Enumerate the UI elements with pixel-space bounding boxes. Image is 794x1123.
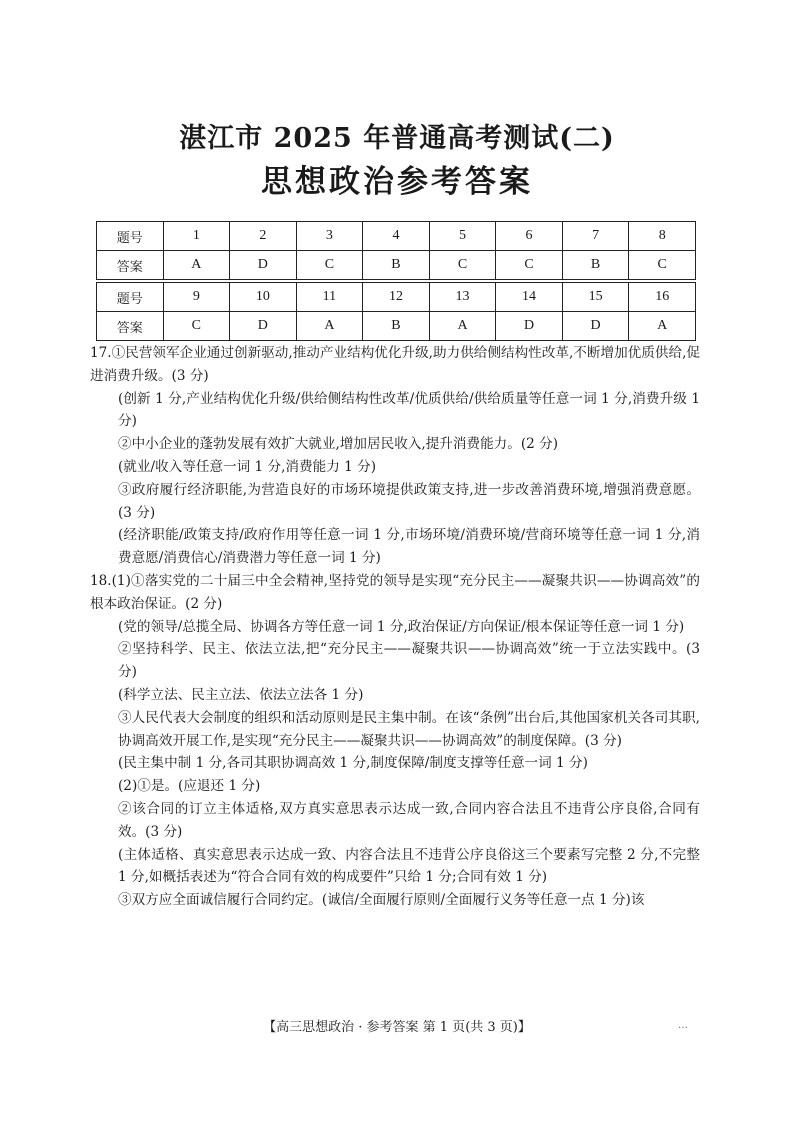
answer-cell: C xyxy=(629,251,696,280)
q18-1-point-1: 18.(1)①落实党的二十届三中全会精神,坚持党的领导是实现“充分民主——凝聚共识——协调高效”的根本政治保证。(2 分) xyxy=(90,572,700,612)
question-number: 2 xyxy=(230,222,297,251)
q18-1-point-3: ③人民代表大会制度的组织和活动原则是民主集中制。在该“条例”出台后,其他国家机关各司其职,协调高效开展工作,是实现“充分民主——凝聚共识——协调高效”的制度保障。(3 分) xyxy=(118,709,700,749)
question-number: 3 xyxy=(296,222,363,251)
answer-cell: D xyxy=(230,312,297,341)
question-number: 8 xyxy=(629,222,696,251)
answer-cell: A xyxy=(296,312,363,341)
question-number: 12 xyxy=(363,283,430,312)
row-label-question: 题号 xyxy=(97,222,164,251)
q18-1-point-1-scoring: (党的领导/总揽全局、协调各方等任意一词 1 分,政治保证/方向保证/根本保证等任意一词 1 分) xyxy=(118,618,685,635)
q18-1-point-3-scoring: (民主集中制 1 分,各司其职协调高效 1 分,制度保障/制度支撑等任意一词 1 分) xyxy=(118,755,588,772)
answer-cell: A xyxy=(629,312,696,341)
answer-cell: C xyxy=(429,251,496,280)
answer-cell: D xyxy=(230,251,297,280)
answer-cell: B xyxy=(363,312,430,341)
corner-mark: … xyxy=(678,1020,688,1031)
q18-2-point-1: (2)①是。(应退还 1 分) xyxy=(118,778,261,795)
q17-point-1: 17.①民营领军企业通过创新驱动,推动产业结构优化升级,助力供给侧结构性改革,不断增加优质供给,促进消费升级。(3 分) xyxy=(90,345,700,384)
table-row-questions-1 xyxy=(97,222,696,251)
q17-point-3: ③政府履行经济职能,为营造良好的市场环境提供政策支持,进一步改善消费环境,增强消费意愿。(3 分) xyxy=(118,481,700,521)
answer-cell: D xyxy=(496,312,563,341)
answer-table xyxy=(96,221,696,341)
question-number: 14 xyxy=(496,283,563,312)
question-number: 10 xyxy=(230,283,297,312)
table-row-questions-2 xyxy=(97,283,696,312)
answer-cell: C xyxy=(496,251,563,280)
question-number: 13 xyxy=(429,283,496,312)
question-number: 6 xyxy=(496,222,563,251)
q18-1-point-2: ②坚持科学、民主、依法立法,把“充分民主——凝聚共识——协调高效”统一于立法实践中。(3 分) xyxy=(118,641,700,681)
q18-2-point-2-scoring: (主体适格、真实意思表示达成一致、内容合法且不违背公序良俗这三个要素写完整 2 分,不完整 1 分,如概括表述为“符合合同有效的构成要件”只给 1 分;合同有效 1 分) xyxy=(118,846,700,886)
question-number: 5 xyxy=(429,222,496,251)
question-number: 15 xyxy=(562,283,629,312)
question-number: 11 xyxy=(296,283,363,312)
answer-cell: A xyxy=(163,251,230,280)
q18-2-point-3: ③双方应全面诚信履行合同约定。(诚信/全面履行原则/全面履行义务等任意一点 1 分)该 xyxy=(118,892,645,909)
question-number: 4 xyxy=(363,222,430,251)
q17-point-2-scoring: (就业/收入等任意一词 1 分,消费能力 1 分) xyxy=(118,458,376,475)
answer-cell: B xyxy=(562,251,629,280)
title-line-2: 思想政治参考答案 xyxy=(261,164,533,200)
q17-point-3-scoring: (经济职能/政策支持/政府作用等任意一词 1 分,市场环境/消费环境/营商环境等任意一词 1 分,消费意愿/消费信心/消费潜力等任意一词 1 分) xyxy=(118,527,700,567)
answer-cell: C xyxy=(296,251,363,280)
question-number: 7 xyxy=(562,222,629,251)
q17-point-2: ②中小企业的蓬勃发展有效扩大就业,增加居民收入,提升消费能力。(2 分) xyxy=(118,436,559,453)
answer-cell: A xyxy=(429,312,496,341)
question-number: 1 xyxy=(163,222,230,251)
title-line-1: 湛江市 2025 年普通高考测试(二) xyxy=(179,123,615,154)
answer-body xyxy=(90,342,700,912)
page-footer: 【高三思想政治 · 参考答案 第 1 页(共 3 页)】 xyxy=(263,1020,531,1035)
question-number: 16 xyxy=(629,283,696,312)
q18-1-point-2-scoring: (科学立法、民主立法、依法立法各 1 分) xyxy=(118,686,364,703)
question-number: 9 xyxy=(163,283,230,312)
answer-cell: C xyxy=(163,312,230,341)
row-label-answer: 答案 xyxy=(97,251,164,280)
q18-2-point-2: ②该合同的订立主体适格,双方真实意思表示达成一致,合同内容合法且不违背公序良俗,合同有效。(3 分) xyxy=(118,800,700,840)
row-label-answer: 答案 xyxy=(97,312,164,341)
table-row-answers-2 xyxy=(97,312,696,341)
q17-point-1-scoring: (创新 1 分,产业结构优化升级/供给侧结构性改革/优质供给/供给质量等任意一词 1 分,消费升级 1 分) xyxy=(118,390,700,430)
row-label-question: 题号 xyxy=(97,283,164,312)
table-row-answers-1 xyxy=(97,251,696,280)
answer-cell: D xyxy=(562,312,629,341)
answer-cell: B xyxy=(363,251,430,280)
